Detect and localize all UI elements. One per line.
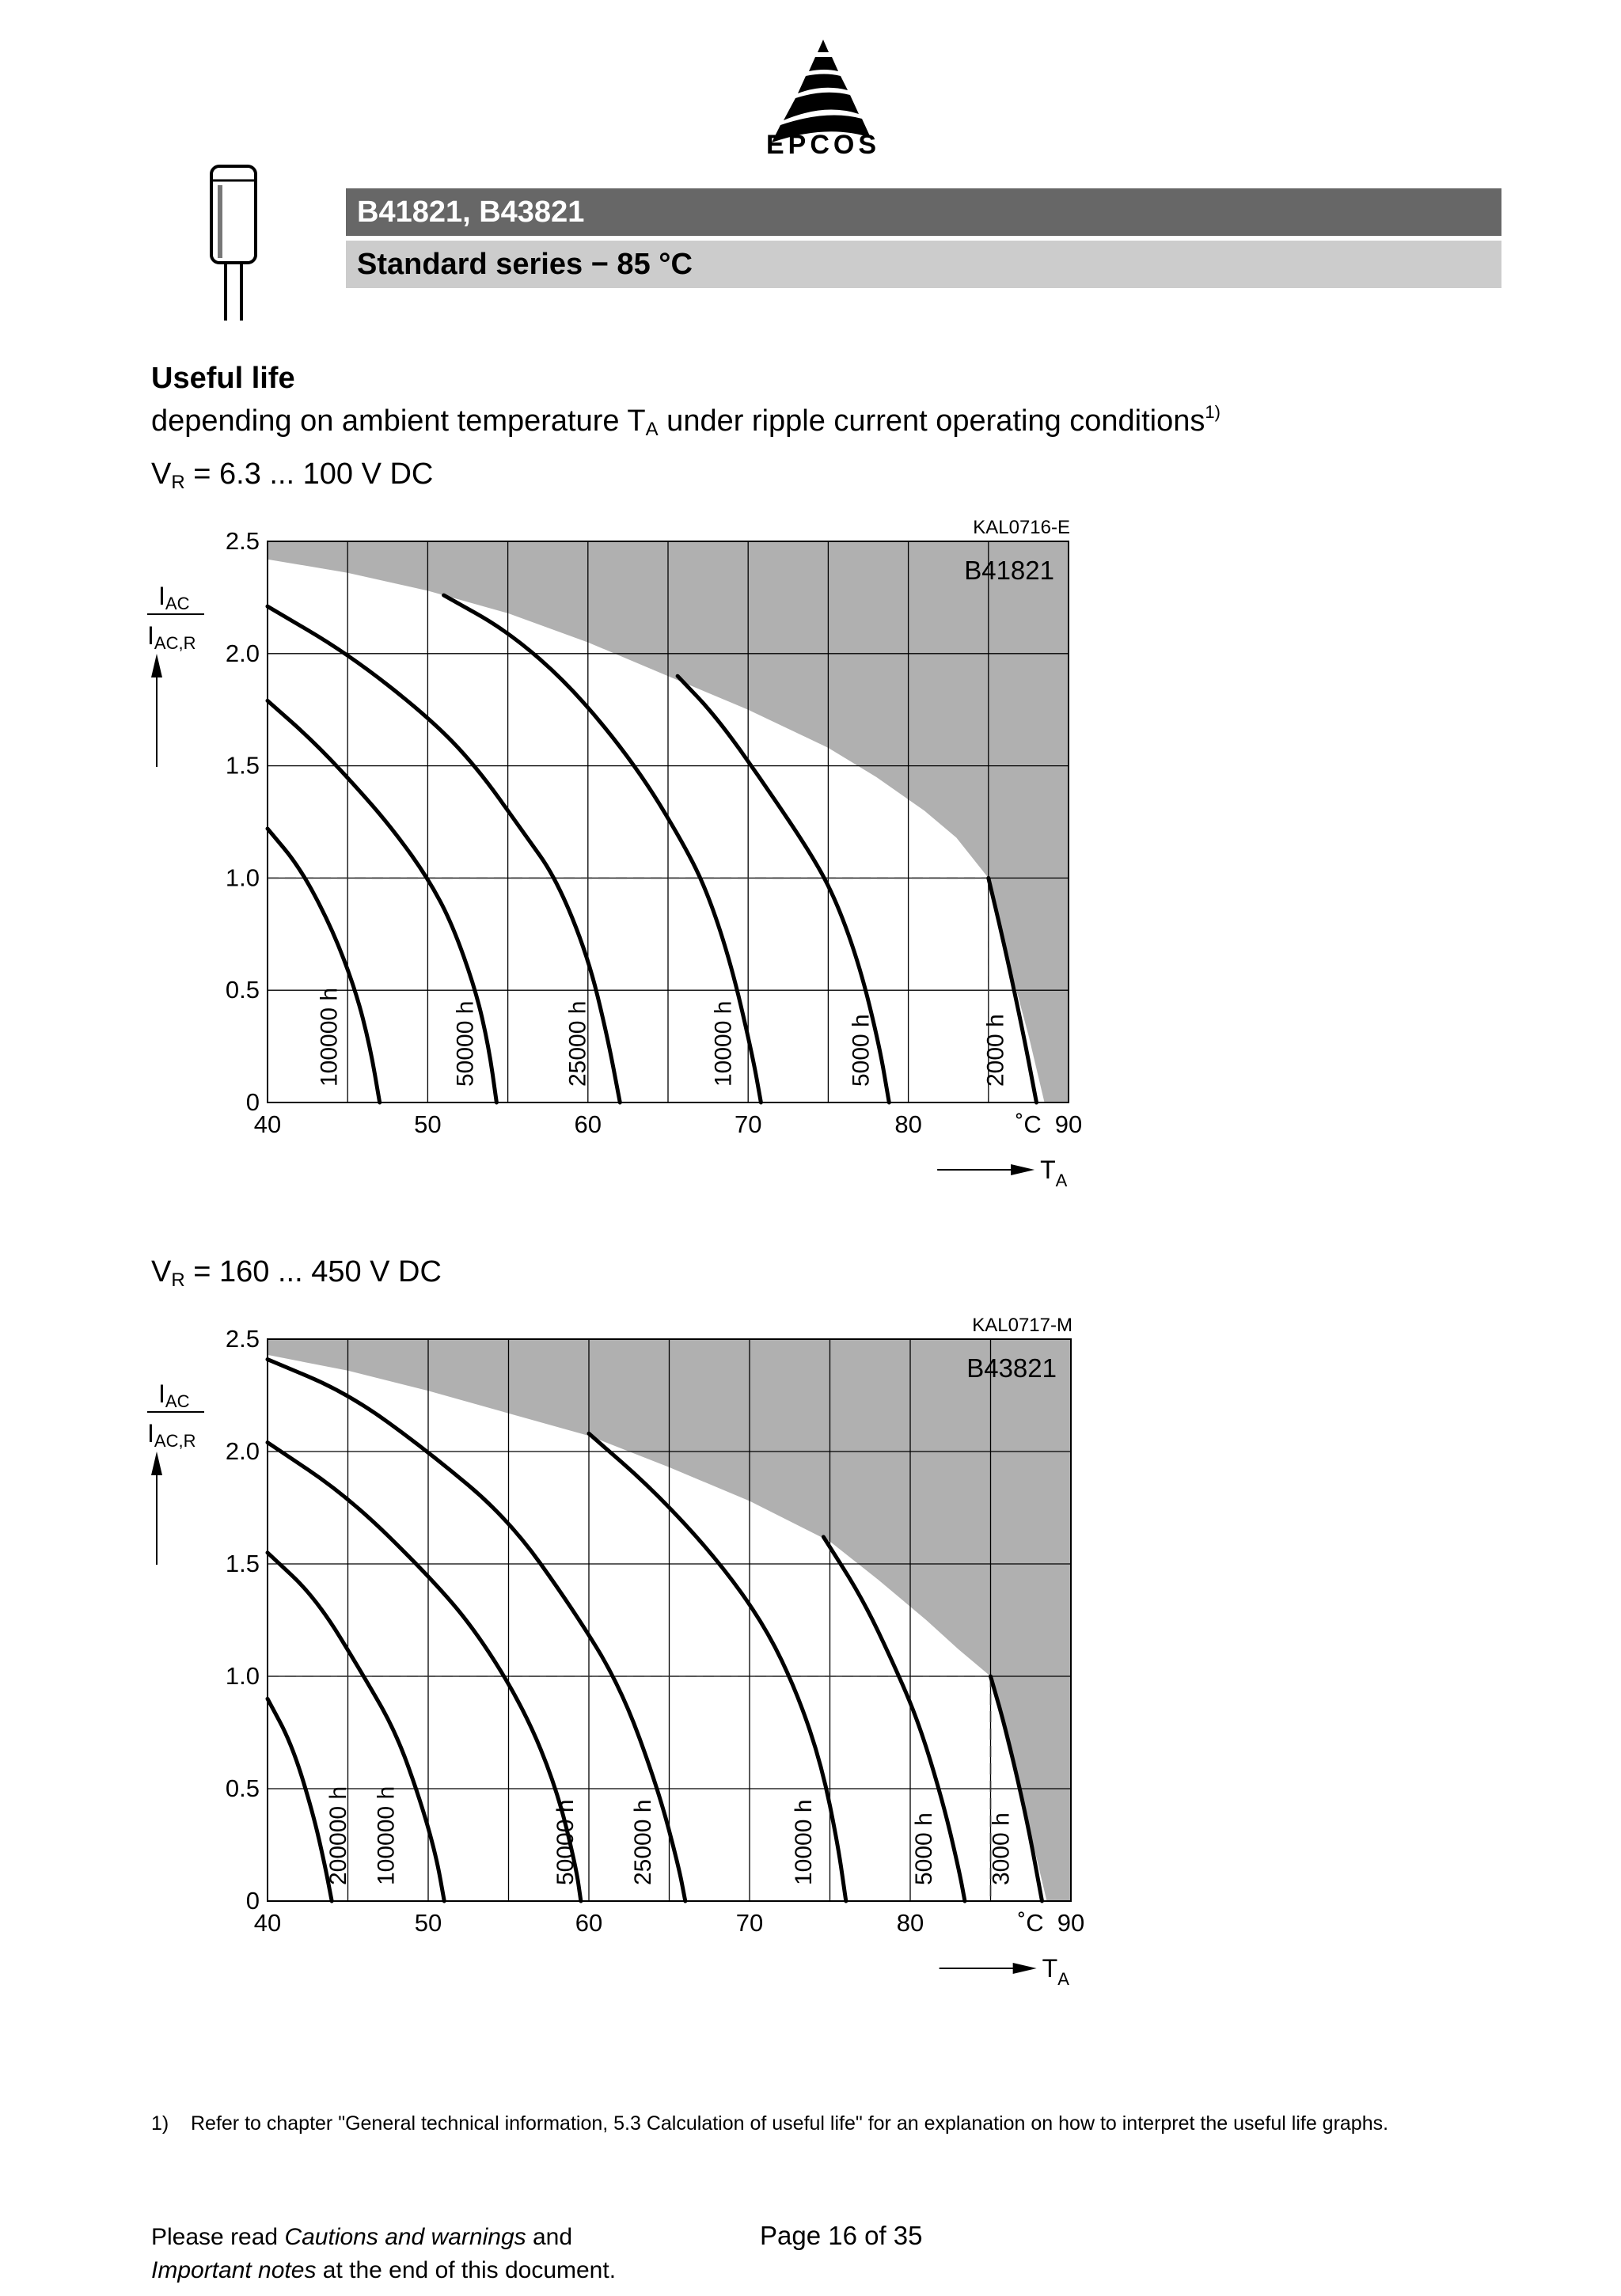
series-label: 100000 h (373, 1786, 400, 1885)
series-line (268, 1443, 581, 1901)
series-line (268, 1698, 332, 1901)
y-tick-label: 0 (245, 1887, 260, 1915)
x-tick-label: 50 (414, 1110, 442, 1138)
y-tick-label: 0 (245, 1088, 260, 1116)
x-tick-label: 60 (574, 1110, 602, 1138)
x-tick-label: 70 (734, 1110, 762, 1138)
voltage-label-1: $V_R = 6.3$ ... 100 V DC (151, 457, 434, 493)
x-tick-label: 90 (1057, 1909, 1085, 1937)
y-tick-label: 2.5 (225, 1325, 260, 1353)
series-label: 25000 h (564, 1000, 591, 1087)
series-header: Standard series − 85 °C (346, 241, 1501, 288)
useful-life-chart-b43821 (0, 1310, 1621, 2006)
y-tick-label: 2.5 (225, 527, 260, 555)
series-label: 10000 h (790, 1799, 817, 1885)
x-axis-label: $T_A$ (1042, 1954, 1069, 1989)
x-tick-label: 60 (575, 1909, 603, 1937)
useful-life-chart-b41821 (0, 514, 1621, 1211)
series-label: 50000 h (452, 1000, 479, 1087)
x-tick-label: 40 (253, 1909, 282, 1937)
model-label: B41821 (964, 556, 1054, 585)
page-number: Page 16 of 35 (760, 2221, 923, 2250)
series-label: 10000 h (710, 1000, 737, 1087)
y-tick-label: 2.0 (225, 1437, 260, 1465)
series-line (268, 1553, 444, 1901)
model-label: B43821 (966, 1353, 1057, 1383)
x-axis-arrow-icon (1013, 1963, 1037, 1974)
series-label: 3000 h (988, 1812, 1015, 1885)
y-tick-label: 1.0 (225, 1662, 260, 1690)
brand-name: EPCOS (765, 130, 881, 160)
y-axis-arrow-icon (151, 1452, 162, 1475)
footer-notice: Please read Cautions and warnings and Important notes at the end of this document. (151, 2224, 617, 2283)
x-tick-label: 90 (1054, 1110, 1083, 1138)
capacitor-icon (202, 158, 273, 324)
y-axis-arrow-icon (151, 654, 162, 677)
chart-code: KAL0717-M (972, 1315, 1072, 1336)
series-label: 5000 h (911, 1812, 938, 1885)
footnote-number: 1) (151, 2112, 169, 2135)
part-number-header: B41821, B43821 (346, 188, 1501, 236)
important-notes-link: Important notes (151, 2257, 317, 2283)
y-tick-label: 2.0 (225, 639, 260, 667)
y-tick-label: 0.5 (225, 976, 260, 1004)
y-tick-label: 1.5 (225, 751, 260, 780)
y-axis-label-denominator: IAC,R (147, 1419, 196, 1451)
series-label: 5000 h (848, 1014, 875, 1087)
cautions-link: Cautions and warnings (284, 2224, 526, 2250)
y-axis-label-numerator: IAC (158, 1379, 190, 1411)
series-label: 200000 h (325, 1786, 352, 1885)
y-axis-label-numerator: IAC (158, 582, 190, 613)
x-tick-label: 50 (414, 1909, 442, 1937)
x-tick-label: 40 (253, 1110, 282, 1138)
section-description: depending on ambient temperature $T_A$ under ripple current operating conditions$^{1)}$ (151, 402, 1220, 440)
series-label: 2000 h (982, 1014, 1009, 1087)
x-axis-arrow-icon (1011, 1164, 1034, 1175)
series-label: 50000 h (552, 1799, 579, 1885)
x-tick-label: 80 (896, 1909, 924, 1937)
voltage-label-2: $V_R = 160$ ... 450 V DC (151, 1255, 442, 1291)
series-label: 25000 h (629, 1799, 656, 1885)
y-tick-label: 1.0 (225, 863, 260, 892)
chart-code: KAL0716-E (973, 517, 1070, 538)
x-tick-label: 80 (894, 1110, 922, 1138)
section-title: Useful life (151, 362, 295, 395)
x-unit-label: ˚C (1015, 1110, 1042, 1138)
y-axis-label-denominator: IAC,R (147, 621, 196, 653)
x-axis-label: $T_A$ (1040, 1156, 1068, 1190)
y-tick-label: 0.5 (225, 1774, 260, 1802)
x-unit-label: ˚C (1017, 1909, 1044, 1937)
series-label: 100000 h (316, 987, 343, 1087)
footnote-text: Refer to chapter "General technical information, 5.3 Calculation of useful life" for an explanation on how to interpret the useful life graphs. (191, 2112, 1389, 2135)
x-tick-label: 70 (735, 1909, 764, 1937)
y-tick-label: 1.5 (225, 1550, 260, 1577)
